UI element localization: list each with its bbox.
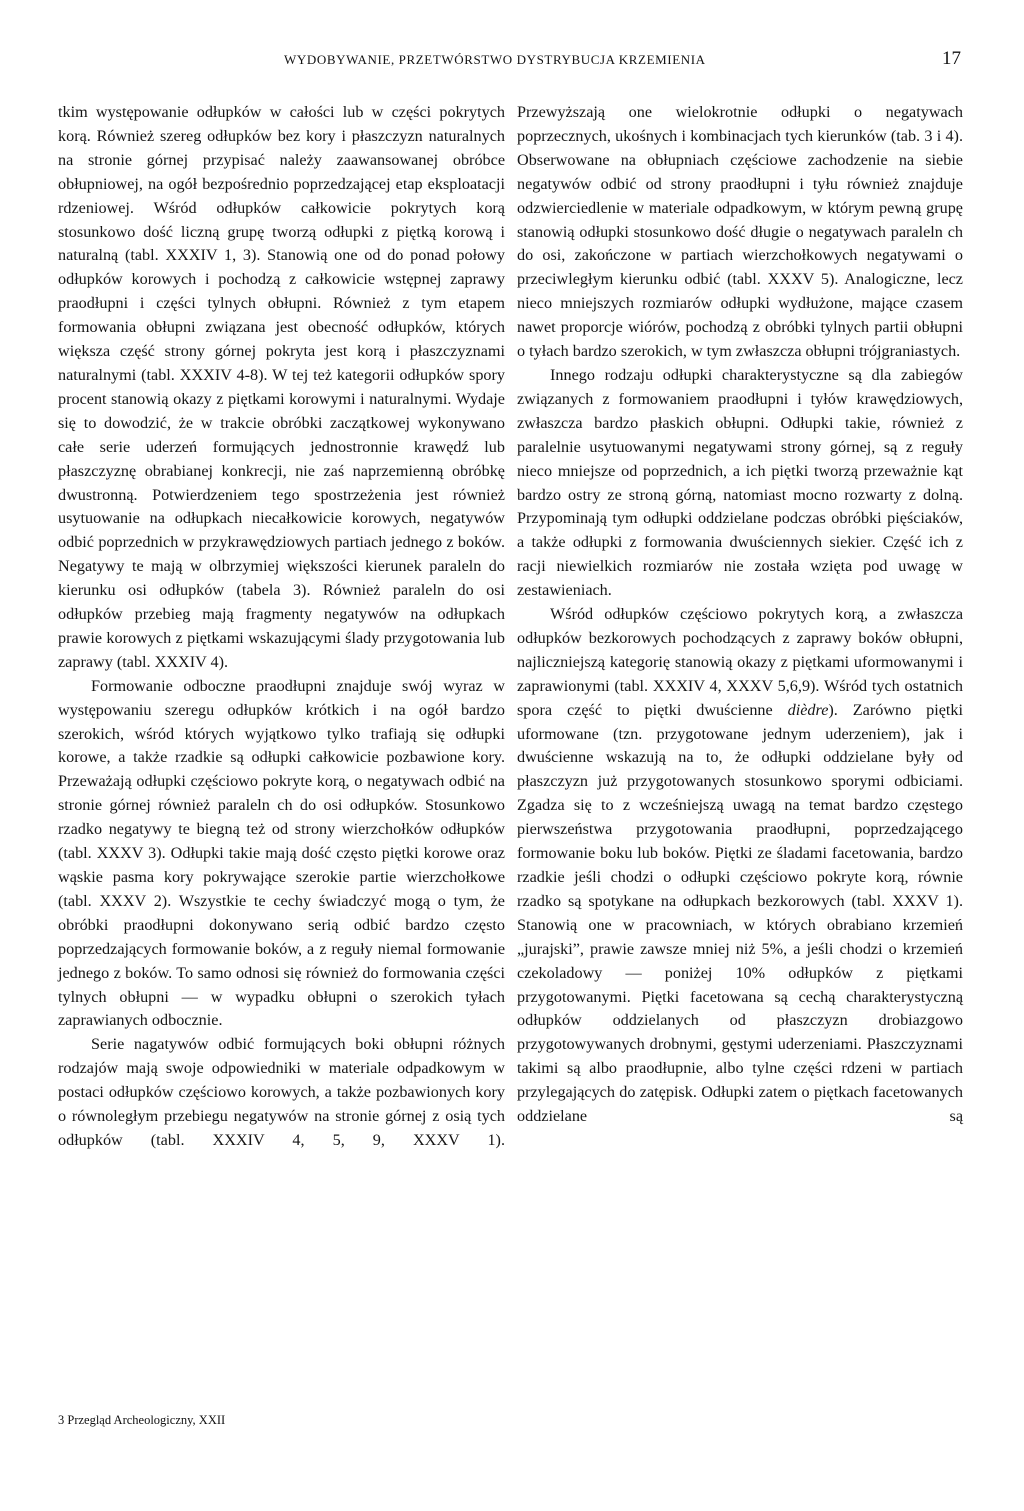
footer-signature-note: 3 Przegląd Archeologiczny, XXII (58, 1413, 226, 1427)
running-head: WYDOBYWANIE, PRZETWÓRSTWO DYSTRYBUCJA KRZEMIENIA (284, 52, 706, 67)
italic-term-diedre: dièdre (787, 700, 829, 719)
left-column (58, 101, 505, 1153)
right-paragraph-1: Przewyższają one wielokrotnie odłupki o negatywach poprzecznych, ukośnych i kombinacjach tych kierunków (tab. 3 i 4). Obserwowane na obłupniach częściowe zachodzenie na siebie negatywów odbić od strony praodłupni i tyłu również znajduje odzwierciedlenie w materiale odpadkowym, w którym pewną grupę stanowią odłupki stosunkowo dość długie o negatywach paraleln ch do osi, zakończone w partiach wierzchołkowych negatywami o przeciwległym kierunku odbić (tabl. XXXV 5). Analogiczne, lecz nieco mniejszych rozmiarów odłupki wydłużone, mające czasem nawet proporcje wiórów, pochodzą z obróbki tylnych partii obłupni o tyłach bardzo szerokich, w tym zwłaszcza obłupni trójgraniastych. (517, 103, 963, 361)
page-number: 17 (942, 48, 961, 69)
left-paragraph-1: tkim występowanie odłupków w całości lub w części pokrytych korą. Również szereg odłupków bez kory i płaszczyzn naturalnych na stronie górnej przypisać należy zaawansowanej obróbce obłupniowej, na ogół bezpośrednio poprzedzającej etap eksploatacji rdzeniowej. Wśród odłupków całkowicie pokrytych korą stosunkowo dość liczną grupę tworzą odłupki z piętką korową i naturalną (tabl. XXXIV 1, 3). Stanowią one od do ponad połowy odłupków korowych i pochodzą z całkowicie wstępnej zaprawy praodłupni i części tylnych obłupni. Również z tym etapem formowania obłupni związana jest obecność odłupków, których większa część strony górnej pokryta jest korą i płaszczyznami naturalnymi (tabl. XXXIV 4-8). W tej też kategorii odłupków spory procent stanowią okazy z piętkami korowymi i naturalnymi. Wydaje się to dowodzić, że w trakcie obróbki zaczątkowej wykonywano całe serie uderzeń formujących jednostronnie krawędź lub płaszczyznę obrabianej konkrecji, nie zaś naprzemienną obróbkę dwustronną. Potwierdzeniem tego spostrzeżenia jest również usytuowanie na odłupkach niecałkowicie korowych, negatywów odbić poprzednich w przykrawędziowych partiach jednego z boków. Negatywy te mają w olbrzymiej większości kierunek paraleln do kierunku osi odłupków (tabela 3). Również paraleln do osi odłupków przebieg mają fragmenty negatywów na odłupkach prawie korowych z piętkami wskazującymi ślady przygotowania lub zaprawy (tabl. XXXIV 4). (58, 103, 505, 671)
left-paragraph-2: Formowanie odboczne praodłupni znajduje swój wyraz w występowaniu szeregu odłupków krótkich i na ogół bardzo szerokich, wśród których wyjątkowo tylko trafiają się odłupki korowe, a także rzadkie są odłupki całkowicie pozbawione kory. Przeważają odłupki częściowo pokryte korą, o negatywach odbić na stronie górnej również paraleln ch do osi odłupków. Stosunkowo rzadko negatywy te biegną też od strony wierzchołków odłupków (tabl. XXXV 3). Odłupki takie mają dość często piętki korowe oraz wąskie pasma kory pokrywające szerokie partie wierzchołkowe (tabl. XXXV 2). Wszystkie te cechy świadczyć mogą o tym, że obróbki praodłupni dokonywano serią odbić bardzo często poprzedzających formowanie boków, a z reguły niemal formowanie jednego z boków. To samo odnosi się również do formowania części tylnych obłupni — w wypadku obłupni o szerokich tyłach zaprawianych odbocznie. (58, 676, 505, 1030)
right-paragraph-2: Innego rodzaju odłupki charakterystyczne są dla zabiegów związanych z formowaniem praodłupni i tyłów krawędziowych, zwłaszcza bardzo płaskich obłupni. Odłupki takie, również z paralelnie usytuowanymi negatywami strony górnej, są z reguły nieco mniejsze od poprzednich, a ich piętki tworzą przeważnie kąt bardzo ostry ze stroną górną, natomiast mocno rozwarty z dolną. Przypominają tym odłupki oddzielane podczas obróbki pięściaków, a także odłupki z formowania dwuściennych siekier. Część ich z racji niewielkich rozmiarów nie została wzięta pod uwagę w zestawieniach. (517, 365, 963, 600)
right-paragraph-3 (517, 603, 963, 1129)
right-paragraph-3-text-b: ). Zarówno piętki uformowane (tzn. przygotowane jednym uderzeniem), jak i dwuścienne wskazują na to, że odłupki oddzielane były od płaszczyzn już przygotowanych stosunkowo sporymi odbiciami. Zgadza się to z wcześniejszą uwagą na temat bardzo częstego pierwszeństwa przygotowania praodłupni, poprzedzającego formowanie boku lub boków. Piętki ze śladami facetowania, bardzo rzadkie jeśli chodzi o odłupki częściowo pokryte korą, równie rzadko są spotykane na odłupkach bezkorowych (tabl. XXXV 1). Stanowią one w pracowniach, w których obrabiano krzemień „jurajski”, prawie zawsze mniej niż 5%, a jeśli chodzi o krzemień czekoladowy — poniżej 10% odłupków z piętkami przygotowanymi. Piętki facetowana są cechą charakterystyczną odłupków oddzielanych od płaszczyzn drobiazgowo przygotowywanych drobnymi, gęstymi uderzeniami. Płaszczyznami takimi są albo praodłupnie, albo tylne części rdzeni w partiach przylegających do zatępisk. Odłupki zatem o piętkach facetowanych oddzielane są (517, 700, 963, 1126)
right-column (517, 101, 963, 1129)
left-paragraph-3: Serie nagatywów odbić formujących boki obłupni różnych rodzajów mają swoje odpowiedniki w materiale odpadkowym w postaci odłupków częściowo korowych, a także pozbawionych kory o równoległym przebiegu negatywów na stronie górnej z osią tych odłupków (tabl. XXXIV 4, 5, 9, XXXV 1). (58, 1035, 505, 1149)
right-paragraph-3-text-a: Wśród odłupków częściowo pokrytych korą, a zwłaszcza odłupków bezkorowych pochodzących z zaprawy boków obłupni, najliczniejszą kategorię stanowią okazy z piętkami uformowanymi i zaprawionymi (tabl. XXXIV 4, XXXV 5,6,9). Wśród tych ostatnich spora część to piętki dwuścienne (517, 605, 963, 719)
